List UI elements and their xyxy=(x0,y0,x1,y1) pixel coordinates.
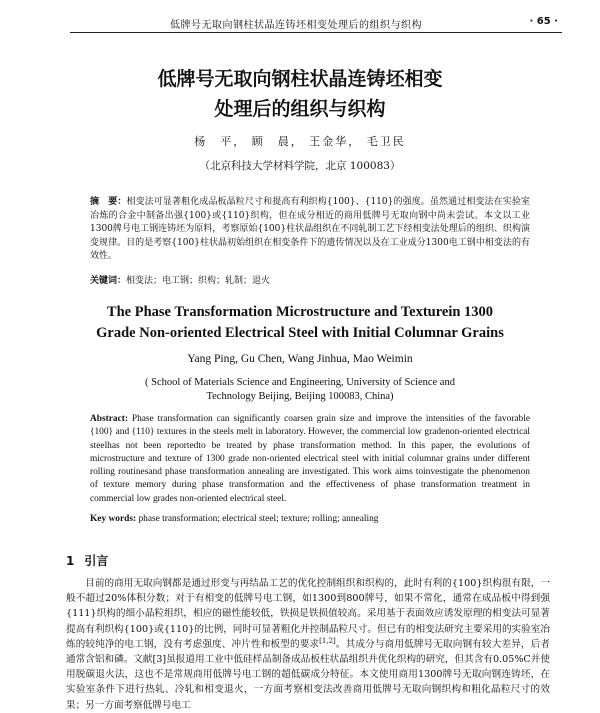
keywords-cn-text: 相变法；电工钢；织构；轧制；退火 xyxy=(126,276,271,286)
abstract-english xyxy=(90,413,530,506)
abstract-cn-text: 相变法可显著粗化成品板晶粒尺寸和提高有利织构{100}、{110}的强度。虽然通过相变法在实验室冶炼的合金中制备出强{100}或{110}织构，但在成分相近的商用低牌号无取向钢中尚未尝试。本文以工业1300牌号电工钢连铸坯为原料，考察原始{100}柱状晶组织在不同轧制工艺下经相变法处理后的组织、织构演变规律。目的是考察{100}柱状晶初始组织在相变条件下的遗传情况以及在工业成分1300电工钢中相变法的有效性。 xyxy=(90,197,530,261)
paper-title-english xyxy=(0,302,600,344)
affiliation-en-line-2: Technology Beijing, Beijing 100083, China) xyxy=(206,391,394,402)
abstract-cn-label: 摘 要： xyxy=(90,197,127,207)
body-text-part-2: 。其成分与商用低牌号无取向钢有较大差异，后者通常含铝和磷。文献[3]虽报道用工业中低硅样品制备成品板柱状晶组织并优化织构的研究，但其含有0.05%C并使用脱碳退火法，这也不是常规商用低牌号电工钢的超低碳成分特征。本文使用商用1300牌号无取向钢连铸坯，在实验室条件下进行热轧、冷轧和相变退火，一方面考察相变法改善商用低牌号无取向钢织构和粗化晶粒尺寸的效果；另一方面考察低牌号电工 xyxy=(66,638,551,711)
keywords-english xyxy=(90,513,530,526)
title-en-line-2: Grade Non-oriented Electrical Steel with Initial Columnar Grains xyxy=(96,325,504,341)
body-text-part-1: 目前的商用无取向钢都是通过形变与再结晶工艺的优化控制组织和织构的，此时有利的{100}织构很有限，一般不超过20%体积分数；对于有相变的低牌号电工钢，如1300到800牌号，如果不常化，通常在成品板中得到强{111}织构的细小晶粒组织，相应的磁性能较低，铁损是铁损值较高。采用基于表面效应诱发原理的相变法可显著提高有利织构{100}或{110}的比例，同时可显著粗化并控制晶粒尺寸。但已有的相变法研究主要采用的实验室冶炼的较纯净的电工钢，没有考虑强度、冲片性和板型的要求 xyxy=(66,578,550,650)
introduction-paragraph xyxy=(66,576,550,713)
keywords-cn-label: 关键词： xyxy=(90,276,127,286)
affiliation-chinese: （北京科技大学材料学院，北京 100083） xyxy=(199,160,401,172)
section-number: 1 xyxy=(66,554,75,568)
affiliation-en-line-1: ( School of Materials Science and Engineering, University of Science and xyxy=(145,377,455,388)
authors-english: Yang Ping, Gu Chen, Wang Jinhua, Mao Weimin xyxy=(187,353,413,365)
authors-chinese: 杨 平， 顾 晨， 王金华， 毛卫民 xyxy=(194,135,406,148)
paper-title-chinese xyxy=(0,64,600,124)
abstract-en-label: Abstract: xyxy=(90,414,129,424)
abstract-en-text: Phase transformation can significantly coarsen grain size and improve the intensities of the favorable {100} and {110} textures in the steels melt in laboratory. However, the commercial low gradenon-oriented electrical steelhas not been reportedto be treated by phase transformation method. In this paper, the evolutions of microstructure and texture of 1300 grade non-oriented electrical steel with initial columnar grains under different rolling routinesand phase transformation annealing are investigated. This work aims toinvestigate the phenomenon of texture memory during phase transformation and the effectiveness of phase transformation treatment in commercial low grades non-oriented electrical steel. xyxy=(90,414,530,504)
keywords-en-text: phase transformation; electrical steel; texture; rolling; annealing xyxy=(136,514,379,524)
abstract-chinese xyxy=(90,196,530,264)
title-en-line-1: The Phase Transformation Microstructure and Texturein 1300 xyxy=(106,304,494,320)
keywords-chinese xyxy=(90,275,530,288)
keywords-en-label: Key words: xyxy=(90,514,137,524)
title-cn-line-2: 处理后的组织与织构 xyxy=(214,98,386,120)
running-head xyxy=(70,14,562,33)
section-title: 引言 xyxy=(84,554,109,568)
running-head-title: 低牌号无取向钢柱状晶连铸坯相变处理后的组织与织构 xyxy=(170,20,422,31)
page-number: · 65 · xyxy=(529,16,558,27)
title-cn-line-1: 低牌号无取向钢柱状晶连铸坯相变 xyxy=(157,68,443,90)
section-heading-introduction xyxy=(66,552,108,569)
affiliation-english xyxy=(0,376,600,404)
citation-superscript: [1,2] xyxy=(319,636,336,645)
